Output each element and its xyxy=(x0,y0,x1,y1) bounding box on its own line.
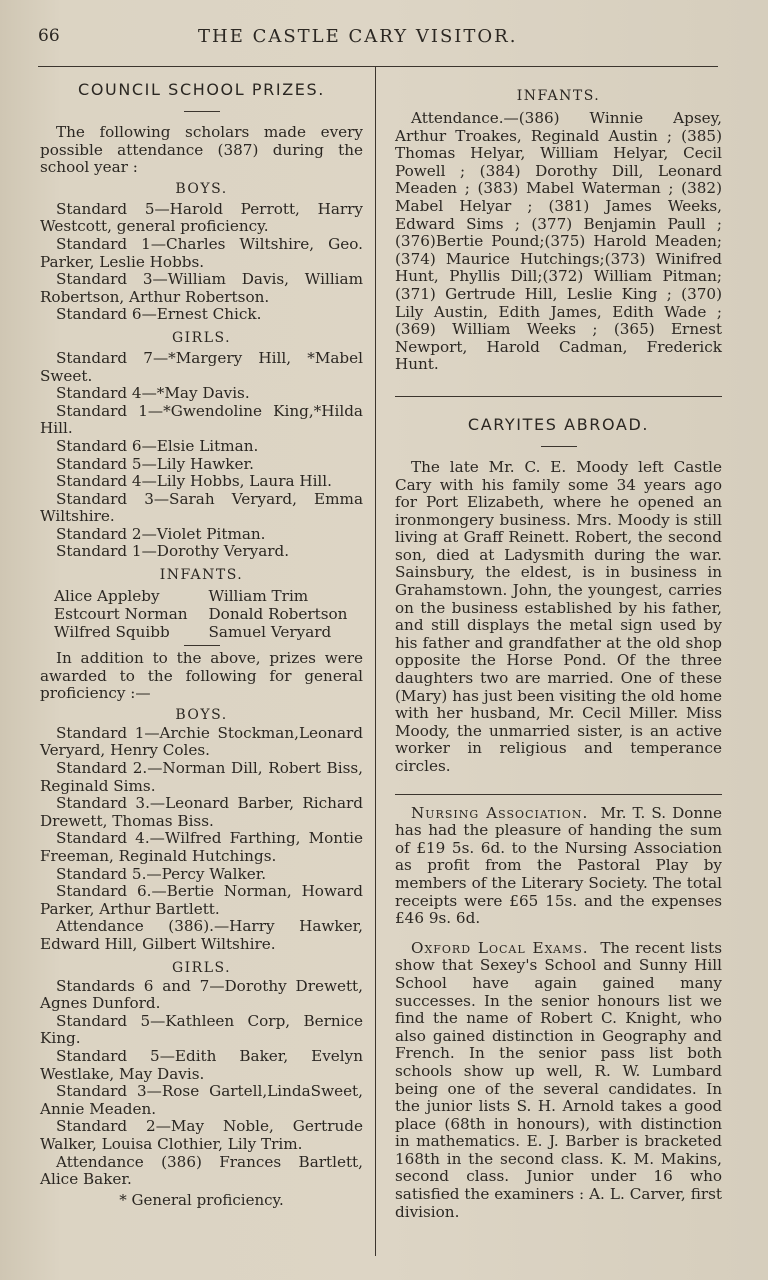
page-number: 66 xyxy=(38,26,60,46)
infants-label: INFANTS. xyxy=(159,567,244,584)
list-item: Standards 6 and 7—Dorothy Drewett, Agnes Dunford. xyxy=(40,976,363,1013)
nursing-text: Mr. T. S. Donne has had the pleasure of handing the sum of £19 5s. 6d. to the Nursing Association as profit from the Pastoral Play by members of the Literary Society. The total receipts were £65 15s. and the expenses £46 9s. 6d. xyxy=(395,803,722,928)
list-item: Standard 3—Sarah Veryard, Emma Wiltshire. xyxy=(40,489,363,526)
list-item: Standard 4—*May Davis. xyxy=(56,384,250,403)
list-item: Standard 1—*Gwendoline King,*Hilda Hill. xyxy=(40,401,363,438)
infant-name: Samuel Veryard xyxy=(208,623,332,642)
list-item: Standard 3.—Leonard Barber, Richard Drewett, Thomas Biss. xyxy=(40,794,363,830)
infants-attendance: Attendance.—(386) Winnie Apsey, Arthur Troakes, Reginald Austin ; (385) Thomas Helyar, William Helyar, Cecil Powell ; (384) Dorothy Dill, Leonard Meaden ; (383) Mabel Waterman ; (382) Mabel Helyar ; (381) James Weeks, Edward Sims ; (377) Benjamin Paull ; (376)Bertie Pound;(375) Harold Meaden; (374) Maurice Hutchings;(373) Winifred Hunt, Phyllis Dill;(372) William Pitman; (371) Gertrude Hill, Leslie King ; (370) Lily Austin, Edith James, Edith Wade ; (369) William Weeks ; (365) Ernest Newport, Harold Cadman, Frederick Hunt. xyxy=(395,109,722,374)
intro-paragraph: The following scholars made every possible attendance (387) during the school year : xyxy=(40,123,363,177)
oxford-text: The recent lists show that Sexey's School and Sunny Hill School have again gained many successes. In the senior honours list we find the name of Robert C. Knight, who also gained distinction in Geography and French. In the senior pass list both schools show up well, R. W. Lumbard being one of the several candidates. In the junior lists S. H. Arnold takes a good place (68th in honours), with distinction in mathematics. E. J. Barber is bracketed 168th in the second class. K. M. Makins, second class. Junior under 16 who satisfied the examiners : A. L. Carver, first division. xyxy=(395,938,722,1221)
list-item: Standard 4—Lily Hobbs, Laura Hill. xyxy=(56,472,332,491)
list-item: Standard 4.—Wilfred Farthing, Montie Freeman, Reginald Hutchings. xyxy=(40,829,363,865)
infant-name: Estcourt Norman xyxy=(54,605,188,624)
section-heading-prizes: COUNCIL SCHOOL PRIZES. xyxy=(78,80,325,99)
running-header xyxy=(0,26,768,54)
column-divider xyxy=(375,66,376,1256)
list-item: Standard 2.—Norman Dill, Robert Biss, Reginald Sims. xyxy=(40,759,363,795)
nursing-label: Nursing Association. xyxy=(411,803,589,822)
section-rule xyxy=(395,396,722,397)
list-item: Standard 5.—Percy Walker. xyxy=(56,864,267,883)
list-item: Standard 5—Kathleen Corp, Bernice King. xyxy=(40,1011,363,1048)
list-item: Standard 3—Rose Gartell,LindaSweet, Annie Meaden. xyxy=(40,1082,363,1118)
infant-name: Wilfred Squibb xyxy=(54,623,170,642)
running-title: THE CASTLE CARY VISITOR. xyxy=(198,26,518,47)
list-item: Standard 7—*Margery Hill, *Mabel Sweet. xyxy=(40,348,363,385)
list-item: Standard 5—Harold Perrott, Harry Westcott, general proficiency. xyxy=(40,199,363,236)
divider-rule xyxy=(184,645,220,646)
infant-name: Alice Appleby xyxy=(54,587,160,606)
boys-list xyxy=(40,201,363,324)
abroad-paragraph: The late Mr. C. E. Moody left Castle Cary with his family some 34 years ago for Port Elizabeth, where he opened an ironmongery business. Mrs. Moody is still living at Graff Reinett. Robert, the second son, died at Ladysmith during the war. Sainsbury, the eldest, is in business in Grahamstown. John, the youngest, carries on the business established by his father, and still displays the metal sign used by his father and grandfather at the old shop opposite the Horse Pond. Of the three daughters two are married. One of these (Mary) has just been visiting the old home with her husband, Mr. Cecil Miller. Miss Moody, the unmarried sister, is an active worker in religious and temperance circles. xyxy=(395,457,722,775)
girls-label: GIRLS. xyxy=(171,329,232,346)
girls-list xyxy=(40,350,363,561)
section-heading-abroad: CARYITES ABROAD. xyxy=(467,414,650,434)
list-item: Standard 1—Archie Stockman,Leonard Veryard, Henry Coles. xyxy=(40,723,363,760)
list-item: Attendance (386) Frances Bartlett, Alice Baker. xyxy=(40,1152,363,1189)
header-rule xyxy=(38,66,718,67)
infant-name: Donald Robertson xyxy=(208,605,348,624)
girls2-list xyxy=(40,978,363,1189)
boys2-label: BOYS. xyxy=(175,706,228,723)
girls2-label: GIRLS. xyxy=(171,959,232,976)
infants-names xyxy=(40,587,363,641)
boys2-list xyxy=(40,725,363,954)
right-column xyxy=(395,88,722,1221)
heading-rule xyxy=(184,111,220,112)
oxford-paragraph xyxy=(395,940,722,1222)
list-item: Standard 2—May Noble, Gertrude Walker, Louisa Clothier, Lily Trim. xyxy=(40,1117,363,1153)
list-item: Standard 6—Elsie Litman. xyxy=(56,436,259,455)
list-item: Standard 1—Dorothy Veryard. xyxy=(56,542,290,561)
right-infants-label: INFANTS. xyxy=(516,88,601,104)
section-rule xyxy=(395,794,722,795)
list-item: Standard 5—Lily Hawker. xyxy=(56,454,254,473)
left-column xyxy=(40,78,363,1209)
list-item: Standard 1—Charles Wiltshire, Geo. Parker, Leslie Hobbs. xyxy=(40,234,363,271)
list-item: Standard 5—Edith Baker, Evelyn Westlake, May Davis. xyxy=(40,1046,363,1083)
list-item: Standard 2—Violet Pitman. xyxy=(56,524,266,543)
infant-name: William Trim xyxy=(208,587,309,606)
oxford-label: Oxford Local Exams. xyxy=(411,938,589,957)
list-item: Standard 3—William Davis, William Robertson, Arthur Robertson. xyxy=(40,270,363,306)
boys-label: BOYS. xyxy=(175,180,228,197)
nursing-paragraph xyxy=(395,805,722,928)
list-item: Standard 6—Ernest Chick. xyxy=(56,305,262,324)
list-item: Attendance (386).—Harry Hawker, Edward Hill, Gilbert Wiltshire. xyxy=(40,917,363,953)
heading-rule xyxy=(541,446,577,447)
footnote: * General proficiency. xyxy=(119,1190,284,1209)
list-item: Standard 6.—Bertie Norman, Howard Parker, Arthur Bartlett. xyxy=(40,882,363,918)
general-intro: In addition to the above, prizes were awarded to the following for general proficiency :— xyxy=(40,649,363,703)
